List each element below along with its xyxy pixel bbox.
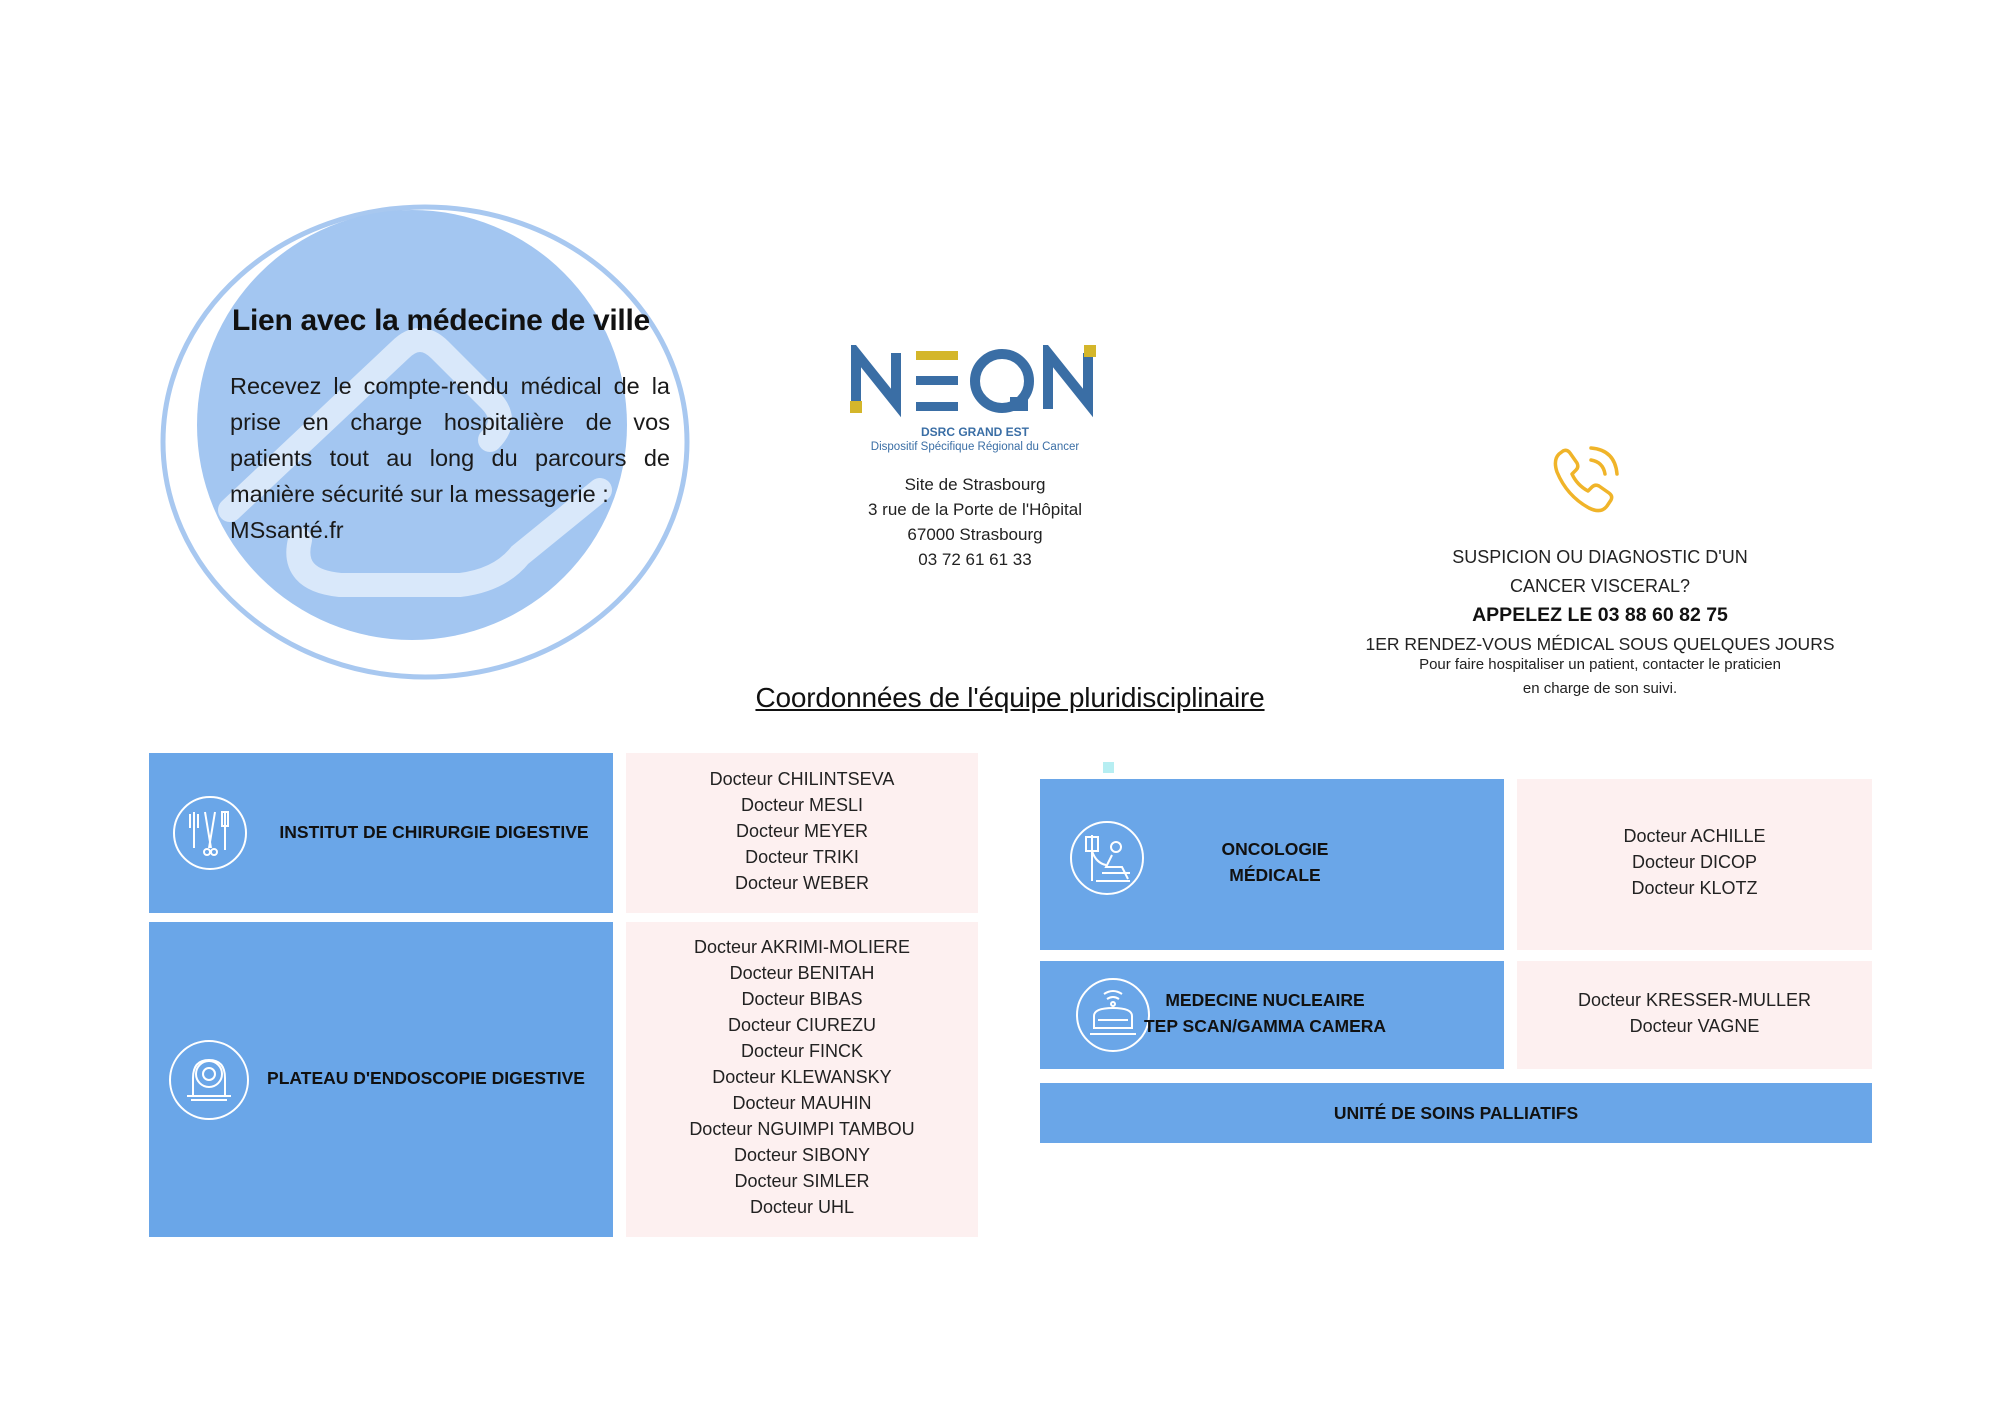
doctors-endoscopie: [626, 922, 978, 1237]
doctor-name: Docteur MESLI: [740, 795, 864, 815]
address-phone: 03 72 61 61 33: [918, 550, 1032, 569]
service-label: INSTITUT DE CHIRURGIE DIGESTIVE: [279, 822, 589, 842]
service-endoscopie: [149, 922, 613, 1237]
doctor-name: Docteur MAUHIN: [732, 1093, 872, 1113]
doctor-name: Docteur KLEWANSKY: [712, 1067, 892, 1087]
ville-paragraph: Recevez le compte-rendu médical de la prise en charge hospitalière de vos patients tout au long du parcours de manière sécurité sur la messagerie :: [230, 373, 670, 507]
service-label-line: ONCOLOGIE: [1221, 839, 1329, 859]
address-line: Site de Strasbourg: [904, 475, 1046, 494]
service-oncologie: [1040, 779, 1504, 950]
doctor-name: Docteur BIBAS: [741, 989, 863, 1009]
doctor-name: Docteur FINCK: [740, 1041, 864, 1061]
service-label-line: MEDECINE NUCLEAIRE: [1165, 990, 1365, 1010]
doctors-chirurgie: [626, 753, 978, 913]
service-label: PLATEAU D'ENDOSCOPIE DIGESTIVE: [267, 1068, 585, 1088]
team-title: Coordonnées de l'équipe pluridisciplinaire: [755, 682, 1265, 713]
service-chirurgie: [149, 753, 613, 913]
neon-logo: [850, 345, 1100, 460]
doctor-name: Docteur NGUIMPI TAMBOU: [689, 1119, 915, 1139]
doctor-name: Docteur TRIKI: [745, 847, 859, 867]
decorative-square: [1103, 762, 1114, 773]
doctors-medecine-nucleaire: [1517, 961, 1872, 1069]
doctor-name: Docteur DICOP: [1631, 852, 1758, 872]
doctor-name: Docteur UHL: [749, 1197, 855, 1217]
chemotherapy-icon: [1070, 821, 1144, 895]
contact-phone[interactable]: APPELEZ LE 03 88 60 82 75: [1472, 604, 1728, 626]
service-soins-palliatifs: [1040, 1083, 1872, 1143]
contact-note1: Pour faire hospitaliser un patient, contacter le praticien: [1419, 656, 1781, 673]
mssante-link[interactable]: MSsanté.fr: [230, 517, 344, 543]
scanner-icon: [169, 1040, 249, 1120]
surgery-tools-icon: [173, 796, 247, 870]
doctor-name: Docteur SIMLER: [734, 1171, 870, 1191]
phone-icon: [1545, 440, 1625, 520]
logo-subtitle: DSRC GRAND EST: [920, 425, 1029, 439]
doctor-name: Docteur WEBER: [734, 873, 870, 893]
service-label: UNITÉ DE SOINS PALLIATIFS: [1333, 1103, 1579, 1123]
service-label: [1140, 987, 1390, 1039]
service-label-line: TEP SCAN/GAMMA CAMERA: [1143, 1016, 1387, 1036]
address-block: [830, 472, 1120, 572]
doctor-name: Docteur SIBONY: [733, 1145, 871, 1165]
doctor-name: Docteur VAGNE: [1629, 1016, 1760, 1036]
contact-line1: SUSPICION OU DIAGNOSTIC D'UN: [1452, 547, 1748, 567]
contact-note2: en charge de son suivi.: [1522, 680, 1678, 697]
service-label-line: MÉDICALE: [1229, 865, 1321, 885]
doctor-name: Docteur KLOTZ: [1631, 878, 1758, 898]
doctor-name: Docteur CHILINTSEVA: [709, 769, 895, 789]
ville-title: Lien avec la médecine de ville: [232, 304, 650, 337]
address-line: 3 rue de la Porte de l'Hôpital: [868, 500, 1082, 519]
doctor-name: Docteur ACHILLE: [1623, 826, 1766, 846]
doctors-oncologie: [1517, 779, 1872, 950]
doctor-name: Docteur KRESSER-MULLER: [1577, 990, 1812, 1010]
service-label: [1150, 836, 1400, 888]
doctor-name: Docteur MEYER: [735, 821, 869, 841]
doctor-name: Docteur AKRIMI-MOLIERE: [693, 937, 911, 957]
service-medecine-nucleaire: [1040, 961, 1504, 1069]
pet-scan-icon: [1076, 978, 1150, 1052]
address-line: 67000 Strasbourg: [907, 525, 1043, 544]
contact-rdv: 1ER RENDEZ-VOUS MÉDICAL SOUS QUELQUES JOURS: [1365, 634, 1835, 654]
ville-text: [230, 368, 670, 548]
doctor-name: Docteur CIUREZU: [727, 1015, 877, 1035]
contact-line2: CANCER VISCERAL?: [1509, 576, 1691, 596]
neon-logo-mark: [850, 345, 1100, 425]
ville-circle-block: [160, 200, 700, 690]
logo-tagline: Dispositif Spécifique Régional du Cancer: [870, 441, 1080, 453]
doctor-name: Docteur BENITAH: [729, 963, 875, 983]
contact-block: [1340, 543, 1860, 701]
